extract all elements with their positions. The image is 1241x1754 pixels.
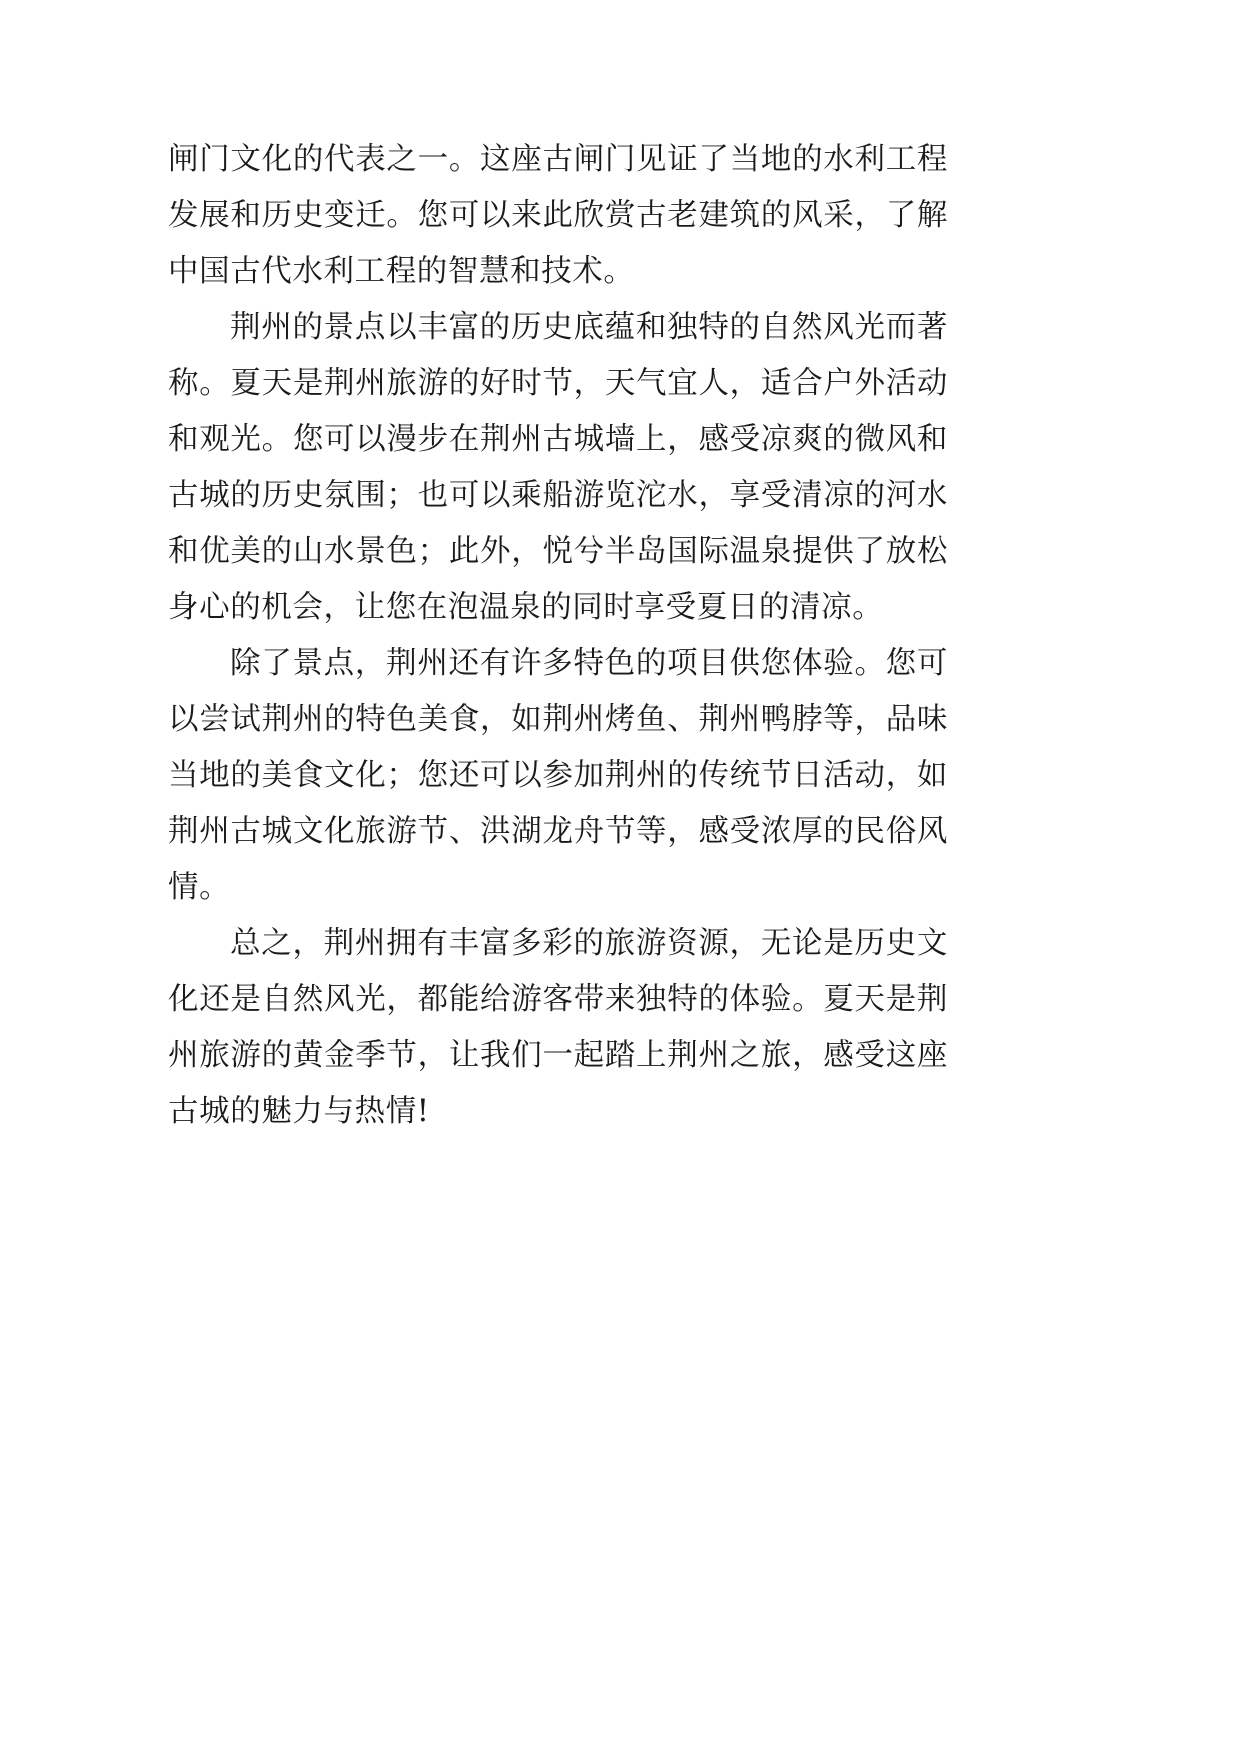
paragraph: 除了景点，荆州还有许多特色的项目供您体验。您可以尝试荆州的特色美食，如荆州烤鱼、荆州鸭脖等，品味当地的美食文化；您还可以参加荆州的传统节日活动，如荆州古城文化旅游节、洪湖龙舟节等，感受浓厚的民俗风情。 (168, 646, 948, 905)
document-body (168, 132, 948, 1140)
paragraph: 荆州的景点以丰富的历史底蕴和独特的自然风光而著称。夏天是荆州旅游的好时节，天气宜人，适合户外活动和观光。您可以漫步在荆州古城墙上，感受凉爽的微风和古城的历史氛围；也可以乘船游览沱水，享受清凉的河水和优美的山水景色；此外，悦兮半岛国际温泉提供了放松身心的机会，让您在泡温泉的同时享受夏日的清凉。 (168, 310, 948, 625)
paragraph: 闸门文化的代表之一。这座古闸门见证了当地的水利工程发展和历史变迁。您可以来此欣赏古老建筑的风采，了解中国古代水利工程的智慧和技术。 (168, 142, 948, 289)
paragraph: 总之，荆州拥有丰富多彩的旅游资源，无论是历史文化还是自然风光，都能给游客带来独特的体验。夏天是荆州旅游的黄金季节，让我们一起踏上荆州之旅，感受这座古城的魅力与热情! (168, 926, 948, 1129)
